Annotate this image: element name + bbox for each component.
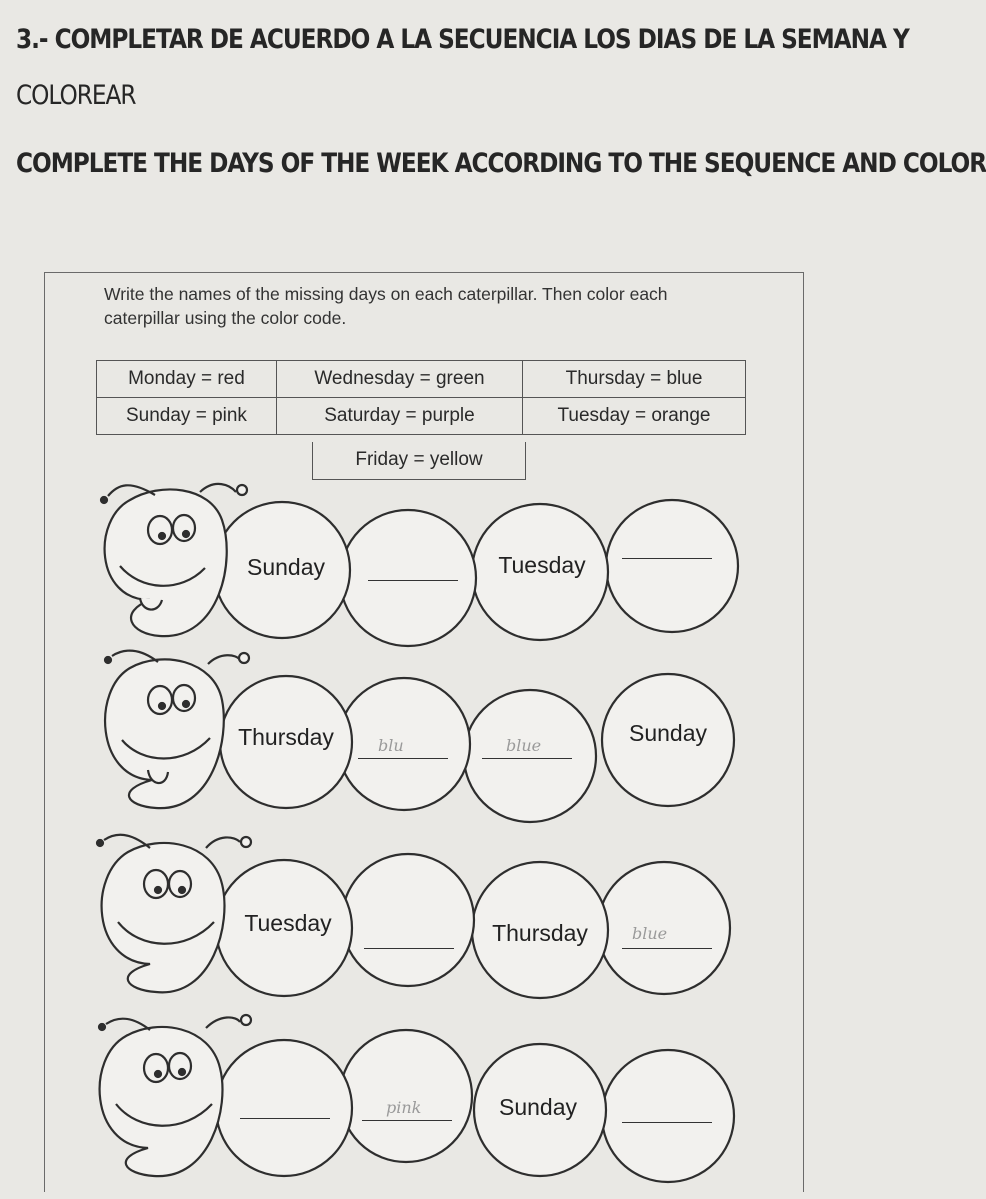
heading-english: COMPLETE THE DAYS OF THE WEEK ACCORDING TO THE SEQUENCE AND COLOR: [16, 148, 986, 179]
caterpillar-1: [101, 484, 738, 646]
answer-blank[interactable]: [240, 1118, 330, 1119]
color-code-cell: Thursday = blue: [523, 361, 746, 398]
answer-blank[interactable]: [364, 948, 454, 949]
answer-blank[interactable]: [368, 580, 458, 581]
answer-blank[interactable]: [622, 558, 712, 559]
pencil-scribble: blu: [378, 736, 404, 755]
segment-day-label: Sunday: [498, 1094, 578, 1120]
color-code-cell: Monday = red: [97, 361, 277, 398]
segment-day-label: Tuesday: [498, 552, 586, 578]
segment-day-label: Sunday: [628, 720, 708, 746]
color-code-cell: Wednesday = green: [276, 361, 522, 398]
answer-blank[interactable]: [622, 948, 712, 949]
color-code-cell-friday: Friday = yellow: [312, 442, 526, 480]
pencil-scribble: pink: [386, 1098, 422, 1117]
segment-day-label: Thursday: [238, 724, 334, 750]
caterpillar-3: [97, 835, 730, 998]
segment-day-label: Sunday: [246, 554, 326, 580]
heading-spanish-line2: COLOREAR: [16, 80, 136, 111]
color-code-cell: Saturday = purple: [276, 398, 522, 435]
answer-blank[interactable]: [362, 1120, 452, 1121]
pencil-scribble: blue: [506, 736, 542, 755]
answer-blank[interactable]: [482, 758, 572, 759]
segment-day-label: Tuesday: [244, 910, 332, 936]
answer-blank[interactable]: [358, 758, 448, 759]
color-code-cell: Tuesday = orange: [523, 398, 746, 435]
pencil-scribble: blue: [632, 924, 668, 943]
color-code-cell: Sunday = pink: [97, 398, 277, 435]
heading-spanish-line1: 3.- COMPLETAR DE ACUERDO A LA SECUENCIA LOS DIAS DE LA SEMANA Y: [16, 24, 909, 55]
answer-blank[interactable]: [622, 1122, 712, 1123]
segment-day-label: Thursday: [492, 920, 588, 946]
instructions-text: Write the names of the missing days on each caterpillar. Then color each caterpillar using the color code.: [104, 284, 668, 328]
